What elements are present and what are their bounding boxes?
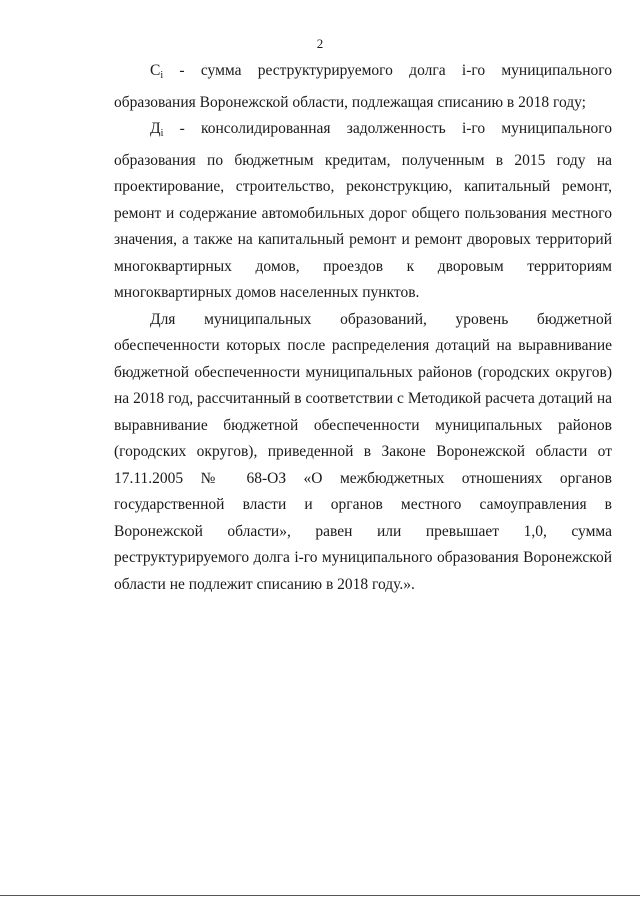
body-paragraph: Для муниципальных образований, уровень бюджетной обеспеченности которых после распределения дотаций на выравнивание бюджетной обеспеченности муниципальных районов (городских округов) на 2018 год, рассчитанный в соответствии с Методикой расчета дотаций на выравнивание бюджетной обеспеченности муниципальных районов (городских округов), приведенной в Законе Воронежской области от 17.11.2005 № 68-ОЗ «О межбюджетных отношениях органов государственной власти и органов местного самоуправления в Воронежской области», равен или превышает 1,0, сумма реструктурируемого долга i-го муниципального образования Воронежской области не подлежит списанию в 2018 году.». bbox=[114, 310, 612, 593]
definition-text: - сумма реструктурируемого долга i-го муниципального образования Воронежской области, подлежащая списанию в 2018 году; bbox=[114, 62, 612, 111]
definition-paragraph-c bbox=[114, 58, 612, 116]
definition-subscript: i bbox=[160, 128, 164, 139]
definition-symbol: Д bbox=[150, 120, 161, 137]
definition-paragraph-d bbox=[114, 116, 612, 307]
definition-symbol: C bbox=[150, 62, 161, 79]
page-number: 2 bbox=[316, 36, 324, 51]
definition-text: - консолидированная задолженность i-го муниципального образования по бюджетным кредитам, полученным в 2015 году на проектирование, строительство, реконструкцию, капитальный ремонт, ремонт и содержание автомобильных дорог общего пользования местного значения, а также на капитальный ремонт и ремонт дворовых территорий многоквартирных домов, проездов к дворовым территориям многоквартирных домов населенных пунктов. bbox=[114, 120, 612, 301]
definition-subscript: i bbox=[160, 70, 164, 81]
scan-edge-line bbox=[0, 895, 640, 896]
document-body bbox=[114, 58, 612, 598]
